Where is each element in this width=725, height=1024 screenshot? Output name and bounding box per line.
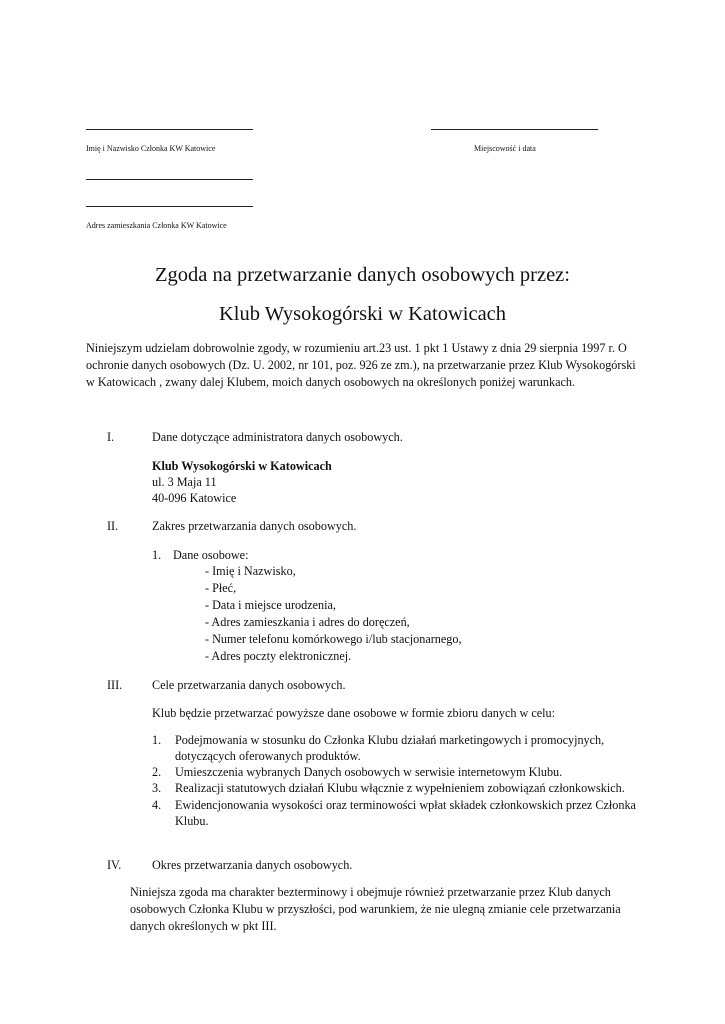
retention-line: Niniejsza zgoda ma charakter bezterminowy i obejmuje również przetwarzanie przez Klub danych [130,885,611,899]
retention-line: danych określonych w pkt III. [130,919,277,933]
document-title: Zgoda na przetwarzanie danych osobowych przez: [155,264,570,286]
list-item: - Imię i Nazwisko, [205,564,296,578]
section-2-number: II. [107,519,119,533]
purpose-2-line: Umieszczenia wybranych Danych osobowych w serwisie internetowym Klubu. [175,765,563,779]
section-4-number: IV. [107,858,122,872]
purpose-3-line: Realizacji statutowych działań Klubu włącznie z wypełnieniem zobowiązań członkowskich. [175,781,625,795]
data-item-number: 1. [152,548,162,562]
purposes-lead: Klub będzie przetwarzać powyższe dane osobowe w formie zbioru danych w celu: [152,706,556,720]
section-4-heading: Okres przetwarzania danych osobowych. [152,858,353,872]
purpose-4-line: Klubu. [175,814,209,828]
purpose-1-line: dotyczących oferowanych produktów. [175,749,361,763]
administrator-name: Klub Wysokogórski w Katowicach [152,459,332,473]
list-item: - Płeć, [205,581,237,595]
section-2-heading: Zakres przetwarzania danych osobowych. [152,519,357,533]
section-3-heading: Cele przetwarzania danych osobowych. [152,678,346,692]
list-item: - Adres zamieszkania i adres do doręczeń, [205,615,410,629]
list-item: - Adres poczty elektronicznej. [205,649,352,663]
administrator-street: ul. 3 Maja 11 [152,475,217,489]
place-date-signature-line [431,129,598,130]
name-caption: Imię i Nazwisko Członka KW Katowice [86,144,216,153]
purpose-2-number: 2. [152,765,162,779]
name-signature-line [86,129,253,130]
address-caption: Adres zamieszkania Członka KW Katowice [86,221,227,230]
address-line-2 [86,206,253,207]
intro-line: Niniejszym udzielam dobrowolnie zgody, w rozumieniu art.23 ust. 1 pkt 1 Ustawy z dnia 29 sierpnia 1997 r. O [86,341,627,355]
retention-paragraph [130,884,621,935]
address-line-1 [86,179,253,180]
purpose-3-number: 3. [152,781,162,795]
retention-line: osobowych Członka Klubu w przyszłości, pod warunkiem, że nie ulegną zmianie cele przetwarzania [130,902,621,916]
purpose-1-line: Podejmowania w stosunku do Członka Klubu działań marketingowych i promocyjnych, [175,733,605,747]
intro-paragraph [86,340,636,391]
section-1-number: I. [107,430,115,444]
purpose-4-line: Ewidencjonowania wysokości oraz terminowości wpłat składek członkowskich przez Członka [175,798,636,812]
list-item: - Numer telefonu komórkowego i/lub stacjonarnego, [205,632,462,646]
purpose-4-number: 4. [152,798,162,812]
intro-line: w Katowicach , zwany dalej Klubem, moich danych osobowych na określonych poniżej warunkach. [86,375,576,389]
section-1-heading: Dane dotyczące administratora danych osobowych. [152,430,403,444]
list-item: - Data i miejsce urodzenia, [205,598,336,612]
place-date-caption: Miejscowość i data [474,144,536,153]
purpose-1-number: 1. [152,733,162,747]
document-subtitle: Klub Wysokogórski w Katowicach [218,303,507,325]
section-3-number: III. [107,678,123,692]
personal-data-list [205,563,462,665]
administrator-city: 40-096 Katowice [152,491,237,505]
data-item-label: Dane osobowe: [173,548,249,562]
intro-line: ochronie danych osobowych (Dz. U. 2002, nr 101, poz. 926 ze zm.), na przetwarzanie przez Klub Wysokogórski [86,358,636,372]
